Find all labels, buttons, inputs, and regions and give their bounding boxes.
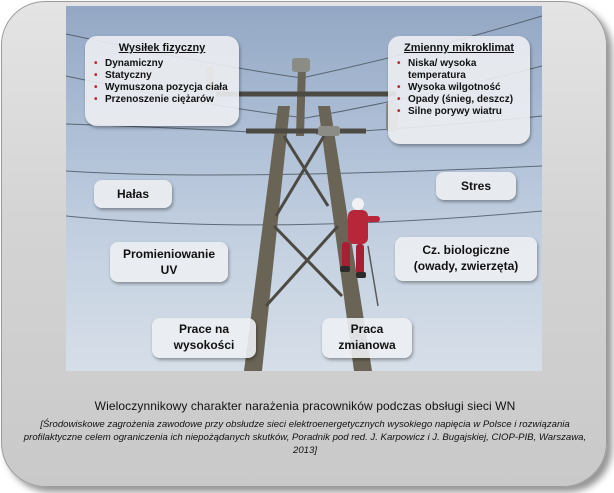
list-item: • Opady (śnieg, deszcz) [397, 94, 514, 105]
list-item: • Dynamiczny [94, 58, 164, 69]
callout-title: Zmienny mikroklimat [403, 42, 515, 54]
figure-frame [1, 1, 607, 487]
bullet-icon: • [94, 94, 98, 105]
bullet-icon: • [397, 58, 401, 69]
list-item: • Silne porywy wiatru [397, 106, 502, 117]
callout-noise [94, 180, 172, 208]
callout-label: Promieniowanie UV [122, 247, 216, 277]
bullet-icon: • [397, 106, 401, 117]
callout-stress [436, 172, 516, 200]
callout-work-at-heights [152, 318, 256, 358]
callout-uv-radiation [110, 242, 228, 282]
list-item: • Wymuszona pozycja ciała [94, 82, 228, 93]
caption-main: Wieloczynnikowy charakter narażenia pracowników podczas obsługi sieci WN [94, 399, 516, 413]
bullet-list [91, 58, 233, 106]
callout-title: Wysiłek fizyczny [118, 42, 206, 54]
bullet-list [394, 58, 524, 118]
bullet-icon: • [94, 70, 98, 81]
callout-label: Prace na wysokości [173, 322, 235, 352]
caption-reference: [Środowiskowe zagrożenia zawodowe przy obsłudze sieci elektroenergetycznych wysokiego napięcia w Polsce i rozwiązania profilaktyczne celem ograniczenia ich niepożądanych skutków, Poradnik pod red. J. Karpowicz i J. Bugajskiej, CIOP-PIB, Warszawa, 2013] [23, 419, 587, 456]
callout-label: Hałas [116, 187, 150, 201]
callout-label: Praca zmianowa [338, 322, 396, 352]
callout-microclimate [388, 36, 530, 144]
list-item: • Statyczny [94, 70, 152, 81]
list-item: • Niska/ wysoka temperatura [397, 58, 477, 81]
callout-physical-effort [85, 36, 239, 126]
callout-label: Stres [460, 179, 492, 193]
list-item: • Przenoszenie ciężarów [94, 94, 214, 105]
bullet-icon: • [397, 82, 401, 93]
figure-caption [22, 398, 588, 457]
bullet-icon: • [397, 94, 401, 105]
callout-biological [395, 237, 537, 281]
bullet-icon: • [94, 82, 98, 93]
list-item: • Wysoka wilgotność [397, 82, 501, 93]
callout-label: Cz. biologiczne (owady, zwierzęta) [413, 243, 519, 273]
callout-shift-work [322, 318, 412, 358]
bullet-icon: • [94, 58, 98, 69]
